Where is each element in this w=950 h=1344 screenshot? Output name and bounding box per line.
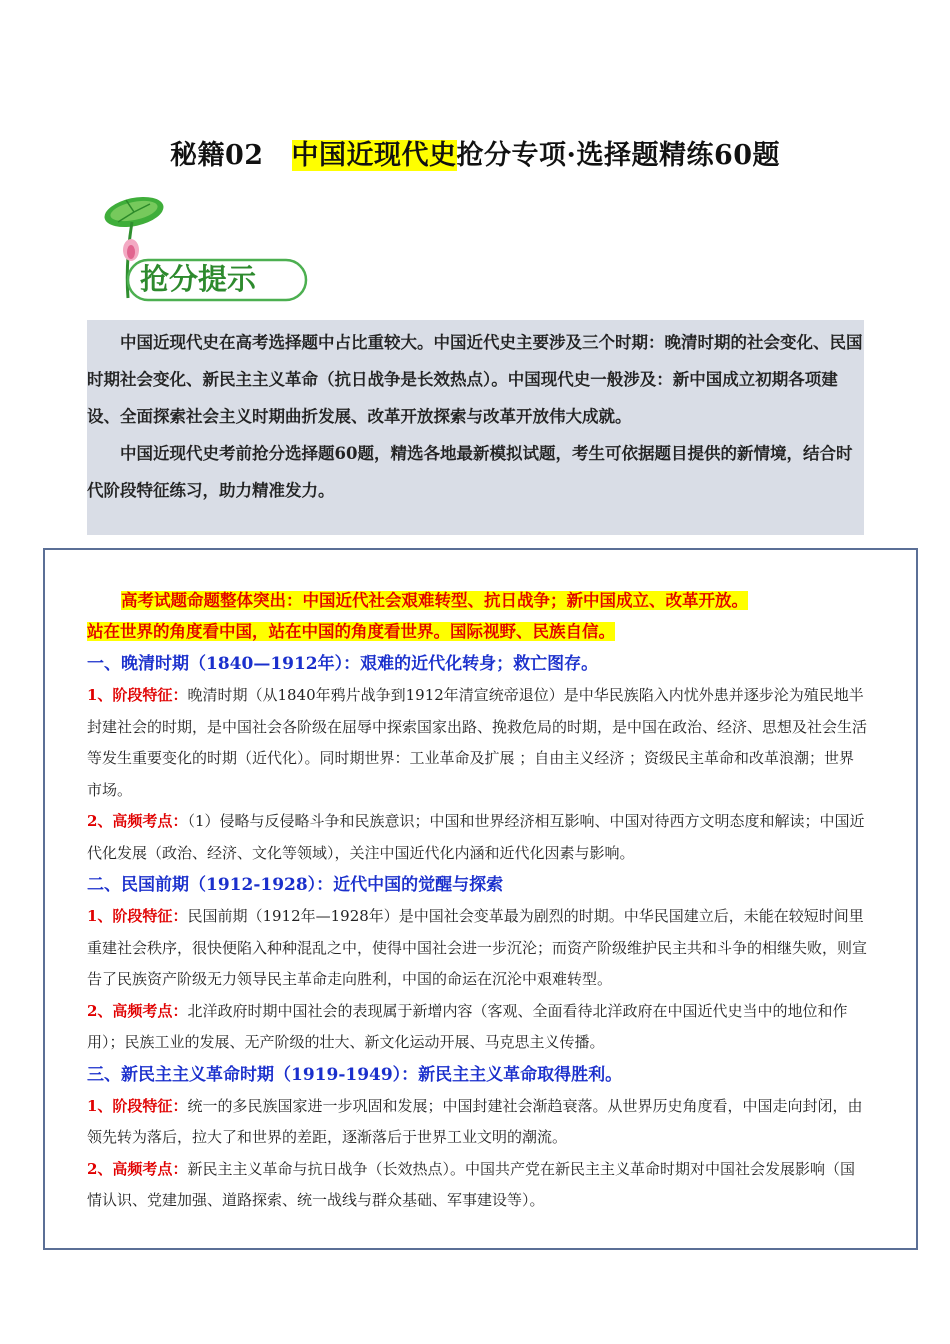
- lead-line-1: 高考试题命题整体突出：中国近代社会艰难转型、抗日战争；新中国成立、改革开放。: [121, 591, 748, 610]
- intro-panel: [87, 320, 864, 535]
- intro-paragraph-2: 中国近现代史考前抢分选择题60题，精选各地最新模拟试题，考生可依据题目提供的新情境，结合时代阶段特征练习，助力精准发力。: [87, 444, 853, 500]
- title-highlight: 中国近现代史: [291, 140, 457, 171]
- section-keypoints: 2、高频考点：（1）侵略与反侵略斗争和民族意识；中国和世界经济相互影响、中国对待西方文明态度和解读；中国近代化发展（政治、经济、文化等领域），关注中国近代化内涵和近代化因素与影响。: [87, 812, 865, 862]
- section-keypoints: 2、高频考点：北洋政府时期中国社会的表现属于新增内容（客观、全面看待北洋政府在中国近代史当中的地位和作用）；民族工业的发展、无产阶级的壮大、新文化运动开展、马克思主义传播。: [87, 1001, 848, 1051]
- page-title: [0, 133, 950, 172]
- section-keypoints: 2、高频考点：新民主主义革命与抗日战争（长效热点）。中国共产党在新民主主义革命时期对中国社会发展影响（国情认识、党建加强、道路探索、统一战线与群众基础、军事建设等）。: [87, 1159, 855, 1209]
- section-heading: 三、新民主主义革命时期（1919-1949）：新民主主义革命取得胜利。: [87, 1064, 623, 1085]
- title-rest: 抢分专项·选择题精练60题: [456, 140, 781, 171]
- section-feature: 1、阶段特征：晚清时期（从1840年鸦片战争到1912年清宣统帝退位）是中华民族陷入内忧外患并逐步沦为殖民地半封建社会的时期，是中国社会各阶级在屈辱中探索国家出路、挽救危局的时期，是中国在政治、经济、思想及社会生活等发生重要变化的时期（近代化）。同时期世界：工业革命及扩展 ；自由主义经济 ；资级民主革命和改革浪潮；世界市场。: [87, 686, 868, 799]
- section-heading: 一、晚清时期（1840—1912年）：艰难的近代化转身；救亡图存。: [87, 654, 599, 674]
- section-feature: 1、阶段特征：民国前期（1912年—1928年）是中国社会变革最为剧烈的时期。中华民国建立后，未能在较短时间里重建社会秩序，很快便陷入种种混乱之中，使得中国社会进一步沉沦；而资产阶级维护民主共和斗争的相继失败，则宣告了民族资产阶级无力领导民主革命走向胜利，中国的命运在沉沦中艰难转型。: [87, 907, 868, 988]
- lead-line-2: 站在世界的角度看中国，站在中国的角度看世界。国际视野、民族自信。: [87, 622, 615, 641]
- section-heading: 二、民国前期（1912-1928）：近代中国的觉醒与探索: [87, 875, 504, 895]
- logo-text: 抢分提示: [140, 262, 257, 296]
- intro-paragraph-1: 中国近现代史在高考选择题中占比重较大。中国近代史主要涉及三个时期：晚清时期的社会变化、民国时期社会变化、新民主主义革命（抗日战争是长效热点）。中国现代史一般涉及：新中国成立初期各项建设、全面探索社会主义时期曲折发展、改革开放探索与改革开放伟大成就。: [87, 333, 863, 426]
- title-prefix: 秘籍02: [169, 140, 264, 171]
- section-feature: 1、阶段特征：统一的多民族国家进一步巩固和发展；中国封建社会渐趋衰落。从世界历史角度看，中国走向封闭，由领先转为落后，拉大了和世界的差距，逐渐落后于世界工业文明的潮流。: [87, 1096, 863, 1146]
- lotus-leaf-icon: [98, 192, 313, 302]
- summary-box: [43, 548, 918, 1250]
